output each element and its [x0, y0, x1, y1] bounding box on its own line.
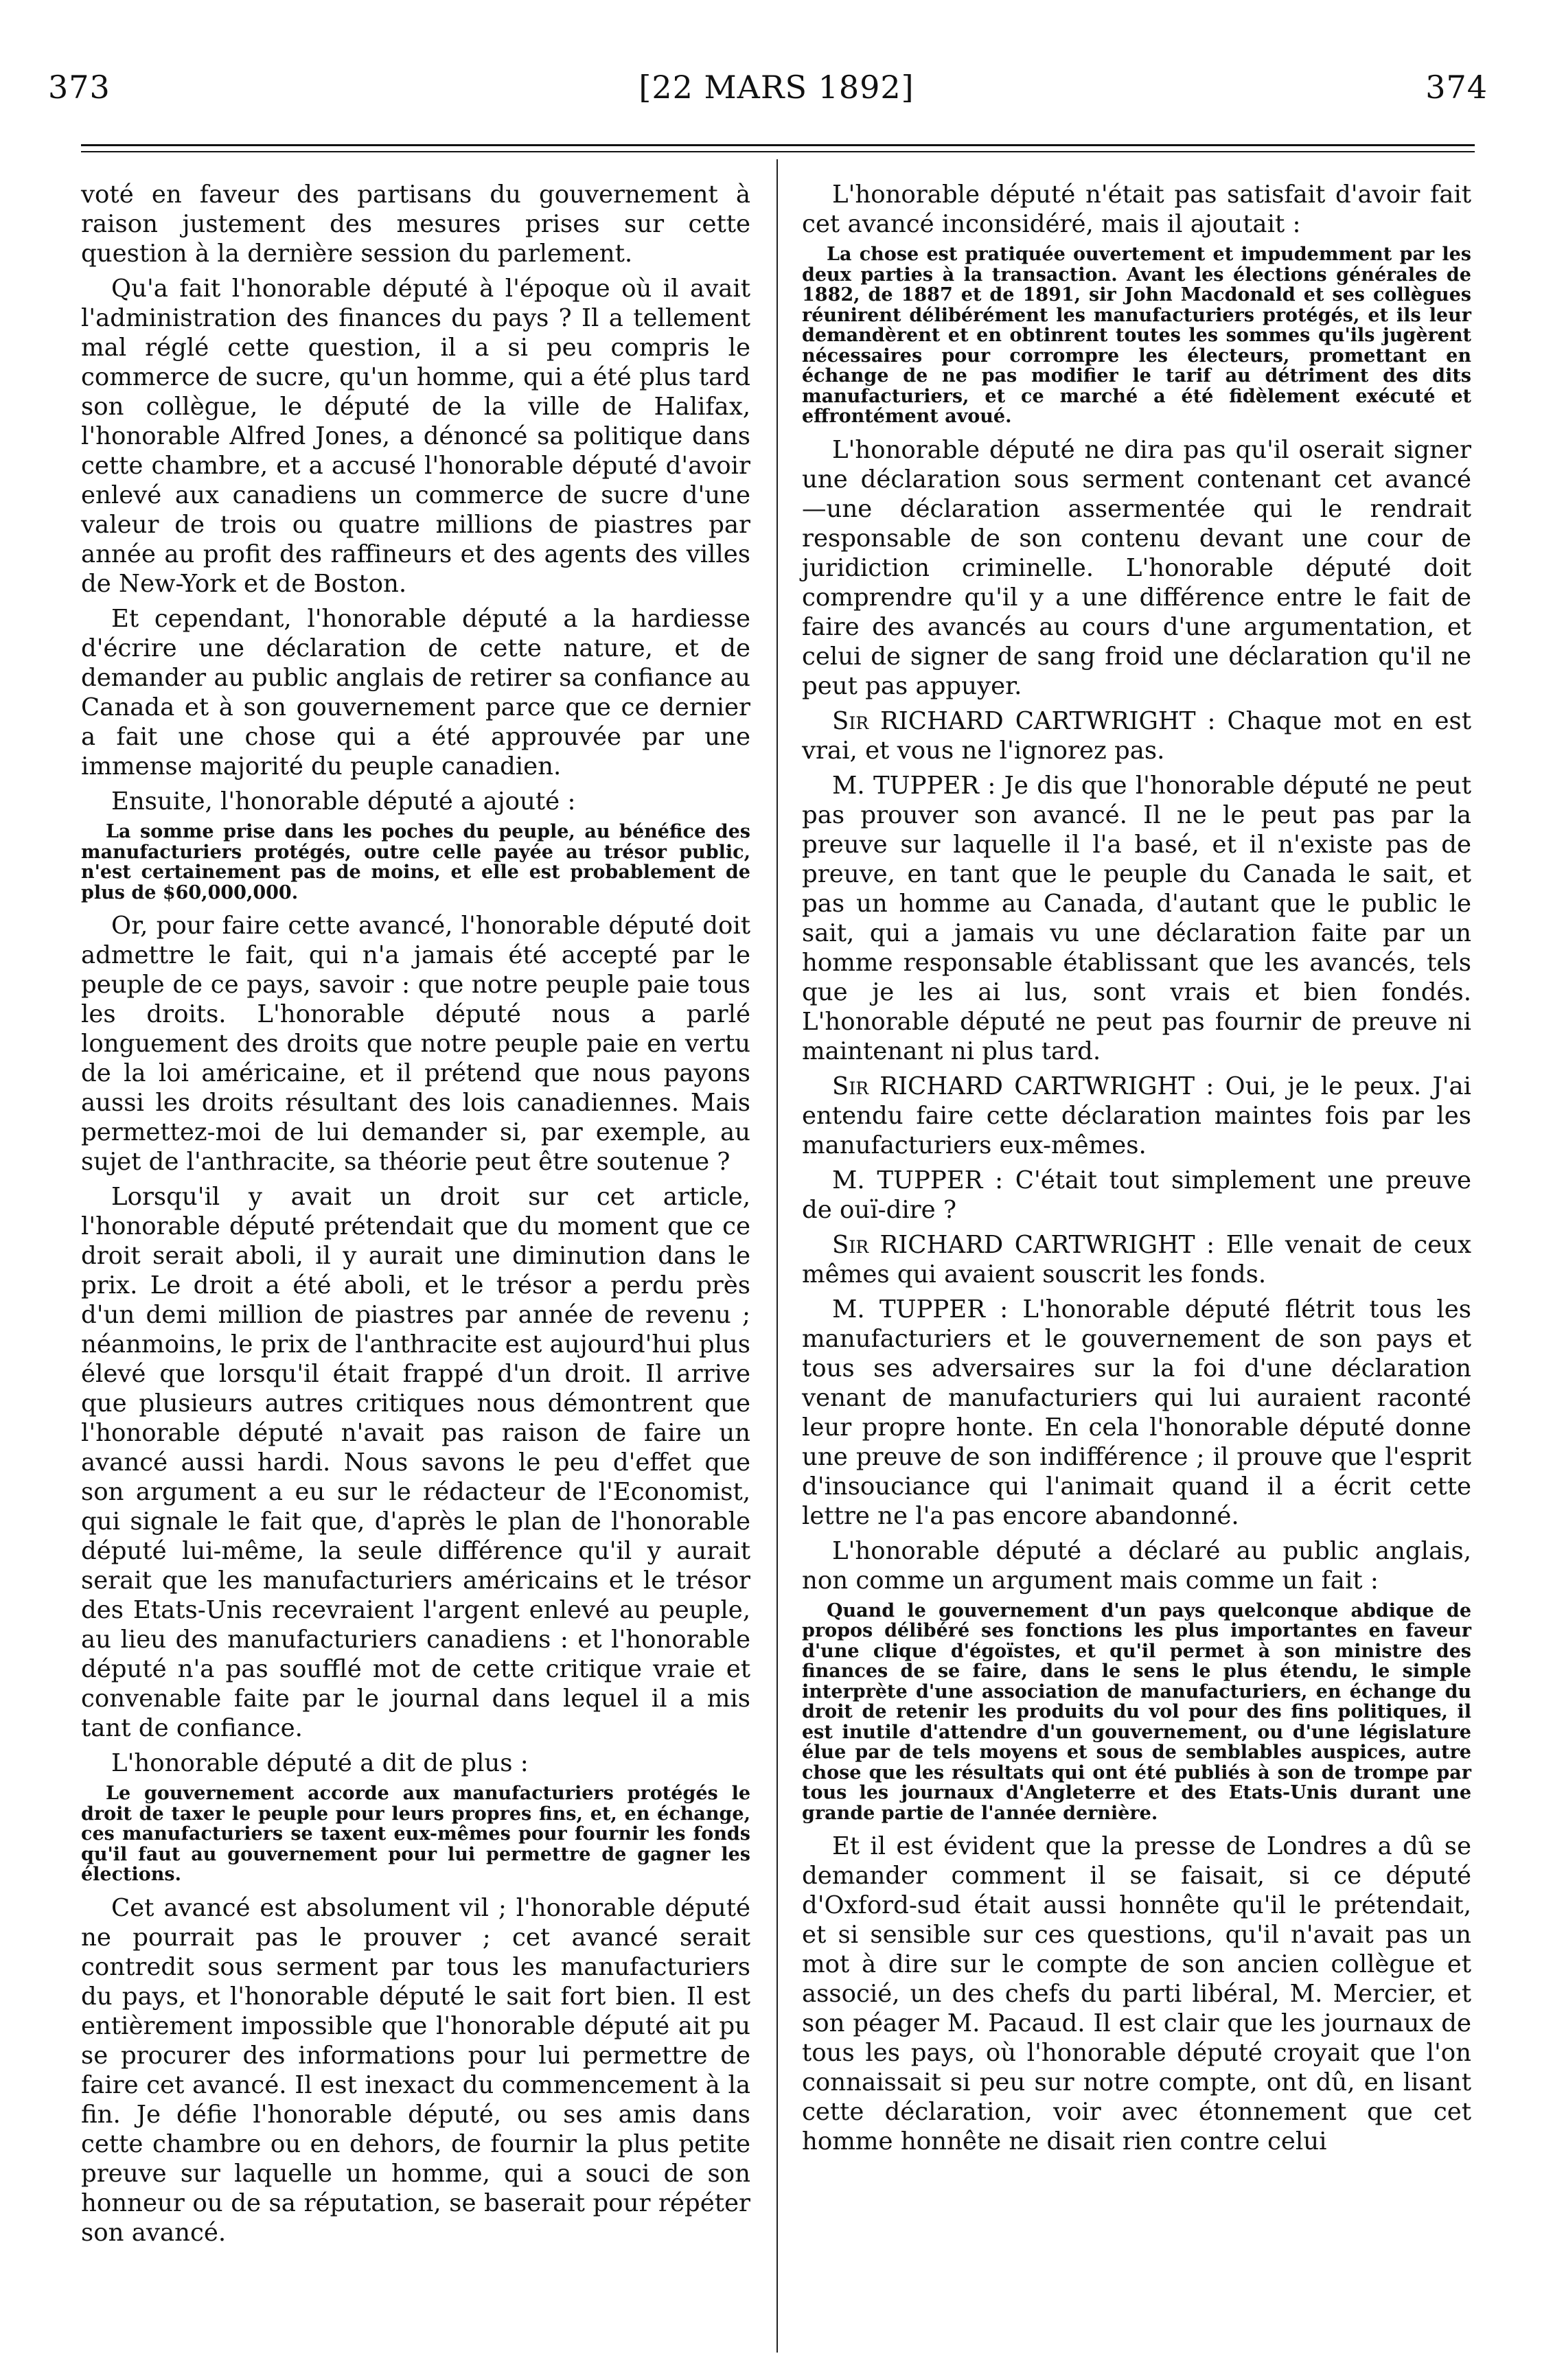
- block-quote: Le gouvernement accorde aux manufacturiers protégés le droit de taxer le peuple pour leurs propres fins, et, en échange, ces manufacturiers se taxent eux-mêmes pour fournir les fonds qu'il faut au gouvernement pour lui permettre de gagner les élections.: [81, 1783, 750, 1885]
- paragraph-text: Ensuite, l'honorable député a ajouté :: [111, 787, 576, 816]
- paragraph-text: Or, pour faire cette avancé, l'honorable député doit admettre le fait, qui n'a jamais été accepté par le peuple de ce pays, savoir : que notre peuple paie tous les droits. L'honorable député nous a parlé longuement des droits que notre peuple paie en vertu de la loi américaine, et il prétend que nous payons aussi les droits résultant des lois canadiennes. Mais permettez-moi de lui demander si, par exemple, au sujet de l'anthracite, sa théorie peut être soutenue ?: [81, 912, 750, 1176]
- speech-paragraph: [802, 1072, 1471, 1160]
- paragraph: [802, 180, 1471, 239]
- speech-paragraph: [802, 706, 1471, 765]
- speaker-name: Sir RICHARD CARTWRIGHT :: [832, 706, 1216, 735]
- paragraph-text: L'honorable député a dit de plus :: [111, 1749, 529, 1777]
- speaker-name: Sir RICHARD CARTWRIGHT :: [832, 1230, 1215, 1259]
- paragraph: [81, 180, 750, 268]
- speech-paragraph: [802, 1230, 1471, 1289]
- speaker-name: Sir RICHARD CARTWRIGHT :: [832, 1072, 1215, 1100]
- column-separator: [776, 159, 778, 2353]
- page-number-left: 373: [48, 69, 111, 106]
- paragraph: [81, 911, 750, 1177]
- block-quote: Quand le gouvernement d'un pays quelconque abdique de propos délibéré ses fonctions les plus importantes en faveur d'une clique d'égoïstes, et qu'il permet à son ministre des finances de se faire, dans le sens le plus étendu, le simple interprète d'une association de manufacturiers, en échange du droit de retenir les produits du vol pour des fins politiques, il est inutile d'attendre d'un gouvernement, ou d'une législature élue par de tels moyens et sous de semblables auspices, autre chose que les résultats qui ont été publiés à son de trompe par tous les journaux d'Angleterre et des Etats-Unis durant une grande partie de l'année dernière.: [802, 1599, 1471, 1824]
- left-column: [81, 180, 750, 2253]
- paragraph-text: Oui, je le peux. J'ai entendu faire cette déclaration maintes fois par les manufacturiers eux-mêmes.: [802, 1072, 1471, 1159]
- block-quote: La somme prise dans les poches du peuple, au bénéfice des manufacturiers protégés, outre celle payée au trésor public, n'est certainement pas de moins, et elle est probablement de plus de $60,000,000.: [81, 821, 750, 903]
- paragraph: [802, 435, 1471, 701]
- paragraph-text: Cet avancé est absolument vil ; l'honorable député ne pourrait pas le prouver ; cet avancé serait contredit sous serment par tous les manufacturiers du pays, et l'honorable député le sait fort bien. Il est entièrement impossible que l'honorable député ait pu se procurer des informations pour lui permettre de faire cet avancé. Il est inexact du commencement à la fin. Je défie l'honorable député, ou ses amis dans cette chambre ou en dehors, de fournir la plus petite preuve sur laquelle un homme, qui a souci de son honneur ou de sa réputation, se baserait pour répéter son avancé.: [81, 1893, 750, 2247]
- speaker-name: M. TUPPER :: [832, 1166, 1004, 1194]
- paragraph-text: L'honorable député a déclaré au public anglais, non comme un argument mais comme un fait :: [802, 1536, 1471, 1595]
- speech-paragraph: [802, 771, 1471, 1066]
- paragraph-text: Chaque mot en est vrai, et vous ne l'ignorez pas.: [802, 706, 1471, 765]
- paragraph-text: L'honorable député flétrit tous les manufacturiers et le gouvernement de son pays et tous ses adversaires sur la foi d'une déclaration venant de manufacturiers qui lui auraient raconté leur propre honte. En cela l'honorable député donne une preuve de son indifférence ; il prouve que l'esprit d'insouciance qui l'animait quand il a écrit cette lettre ne l'a pas encore abandonné.: [802, 1295, 1471, 1530]
- paragraph: [81, 1182, 750, 1743]
- paragraph: [802, 1832, 1471, 2156]
- paragraph-text: Et il est évident que la presse de Londres a dû se demander comment il se faisait, si ce député d'Oxford-sud était aussi honnête qu'il le prétendait, et si sensible sur ces questions, qu'il n'avait pas un mot à dire sur le compte de son ancien collègue et associé, un des chefs du parti libéral, M. Mercier, et son péager M. Pacaud. Il est clair que les journaux de tous les pays, où l'honorable député croyait que l'on connaissait si peu sur notre compte, ont dû, en lisant cette déclaration, voir avec étonnement que cet homme honnête ne disait rien contre celui: [802, 1832, 1471, 2156]
- paragraph-text: L'honorable député ne dira pas qu'il oserait signer une déclaration sous serment contenant cet avancé —une déclaration assermentée qui le rendrait responsable de son contenu devant une cour de juridiction criminelle. L'honorable député doit comprendre qu'il y a une différence entre le fait de faire des avancés au cours d'une argumentation, et celui de signer de sang froid une déclaration qu'il ne peut pas appuyer.: [802, 435, 1471, 700]
- page-date-header: [22 MARS 1892]: [639, 69, 914, 106]
- paragraph-text: Lorsqu'il y avait un droit sur cet article, l'honorable député prétendait que du moment que ce droit serait aboli, il y aurait une diminution dans le prix. Le droit a été aboli, et le trésor a perdu près d'un demi million de piastres par année de revenu ; néanmoins, le prix de l'anthracite est aujourd'hui plus élevé que lorsqu'il était frappé d'un droit. Il arrive que plusieurs autres critiques nous démontrent que l'honorable député n'avait pas raison de faire un avancé aussi hardi. Nous savons le peu d'effet que son argument a eu sur le rédacteur de l'Economist, qui signale le fait que, d'après le plan de l'honorable député lui-même, la seule différence qu'il y aurait serait que les manufacturiers américains et le trésor des Etats-Unis recevraient l'argent enlevé au peuple, au lieu des manufacturiers canadiens : et l'honorable député n'a pas soufflé mot de cette critique vraie et convenable faite par le journal dans lequel il a mis tant de confiance.: [81, 1183, 750, 1742]
- block-quote: La chose est pratiquée ouvertement et impudemment par les deux parties à la transaction. Avant les élections générales de 1882, de 1887 et de 1891, sir John Macdonald et ses collègues réunirent délibérément les manufacturiers protégés, et ils leur demandèrent et en obtinrent toutes les sommes qu'ils jugèrent nécessaires pour corrompre les électeurs, promettant en échange de ne pas modifier le tarif au détriment des dits manufacturiers, et ce marché a été fidèlement exécuté et effrontément avoué.: [802, 244, 1471, 427]
- paragraph-text: L'honorable député n'était pas satisfait d'avoir fait cet avancé inconsidéré, mais il ajoutait :: [802, 181, 1471, 238]
- paragraph-text: Qu'a fait l'honorable député à l'époque où il avait l'administration des finances du pays ? Il a tellement mal réglé cette question, il a si peu compris le commerce de sucre, qu'un homme, qui a été plus tard son collègue, le député de la ville de Halifax, l'honorable Alfred Jones, a dénoncé sa politique dans cette chambre, et a accusé l'honorable député d'avoir enlevé aux canadiens un commerce de sucre d'une valeur de trois ou quatre millions de piastres par année au profit des raffineurs et des agents des villes de New-York et de Boston.: [81, 275, 750, 598]
- paragraph: [81, 274, 750, 599]
- speaker-name: M. TUPPER :: [832, 771, 996, 800]
- paragraph-text: voté en faveur des partisans du gouvernement à raison justement des mesures prises sur cette question à la dernière session du parlement.: [81, 181, 750, 268]
- page-number-right: 374: [1425, 69, 1488, 106]
- speech-paragraph: [802, 1295, 1471, 1531]
- paragraph-text: C'était tout simplement une preuve de ouï-dire ?: [802, 1166, 1471, 1224]
- right-column: [802, 180, 1471, 2162]
- paragraph-text: Elle venait de ceux mêmes qui avaient souscrit les fonds.: [802, 1230, 1471, 1289]
- speaker-name: M. TUPPER :: [832, 1295, 1009, 1324]
- paragraph: [81, 1748, 750, 1778]
- paragraph: [81, 604, 750, 781]
- speech-paragraph: [802, 1166, 1471, 1225]
- header-rule-bottom: [81, 151, 1475, 152]
- paragraph-text: Je dis que l'honorable député ne peut pas prouver son avancé. Il ne le peut pas par la preuve sur laquelle il l'a basé, et il n'existe pas de preuve, en tant que le peuple du Canada le sait, et pas un homme au Canada, d'autant que le public le sait, qui a jamais vu une déclaration faite par un homme responsable établissant que les avancés, tels que je les ai lus, sont vrais et bien fondés. L'honorable député ne peut pas fournir de preuve ni maintenant ni plus tard.: [802, 771, 1472, 1065]
- paragraph: [802, 1536, 1471, 1595]
- header-rule-top: [81, 144, 1475, 146]
- paragraph-text: Et cependant, l'honorable député a la hardiesse d'écrire une déclaration de cette nature, et de demander au public anglais de retirer sa confiance au Canada et à son gouvernement parce que ce dernier a fait une chose qui a été approuvée par une immense majorité du peuple canadien.: [81, 605, 750, 781]
- paragraph: [81, 1893, 750, 2248]
- paragraph: [81, 787, 750, 816]
